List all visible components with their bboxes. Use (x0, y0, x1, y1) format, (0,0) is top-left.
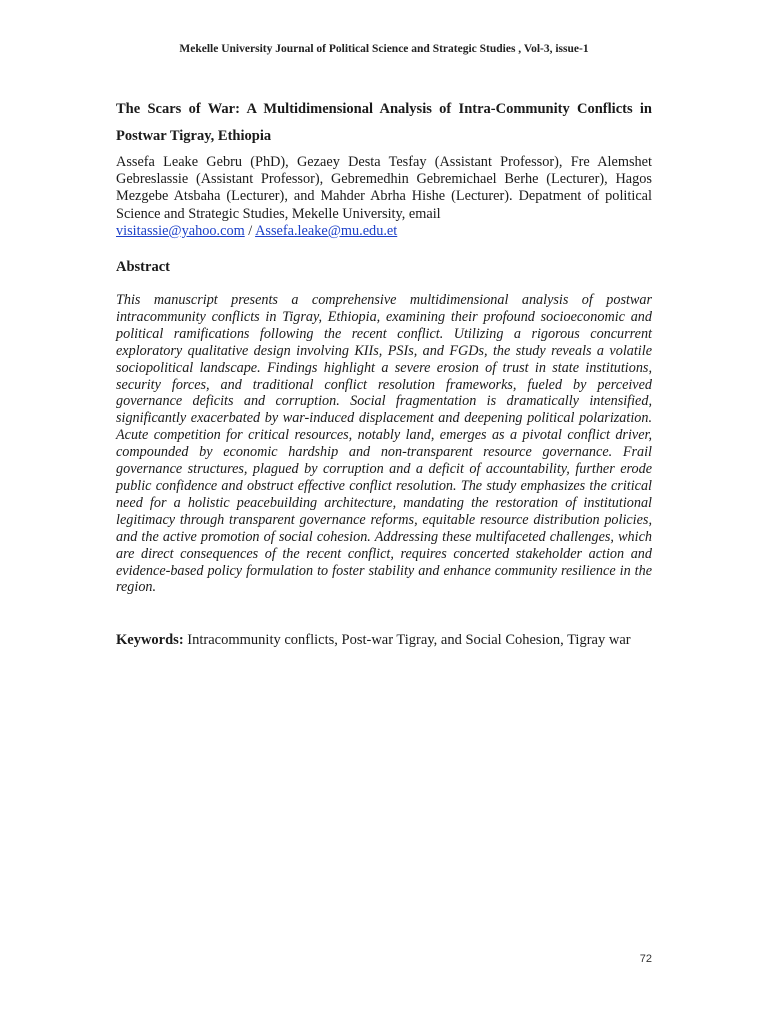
keywords-label: Keywords: (116, 632, 184, 648)
author-affiliation-text: Assefa Leake Gebru (PhD), Gezaey Desta Tesfay (Assistant Professor), Fre Alemshet Gebreslassie (Assistant Professor), Gebremedhin Gebremichael Berhe (Lecturer), Hagos Mezgebe Atsbaha (Lecturer), and Mahder Abrha Hishe (Lecturer). Depatment of political Science and Strategic Studies, Mekelle University, email (116, 154, 652, 222)
author-block (116, 154, 652, 240)
abstract-heading: Abstract (116, 259, 170, 275)
running-header: Mekelle University Journal of Political Science and Strategic Studies , Vol-3, issue-1 (179, 43, 589, 55)
email-separator: / (244, 222, 256, 239)
page-number: 72 (639, 953, 652, 965)
keywords-text: Intracommunity conflicts, Post-war Tigray, and Social Cohesion, Tigray war (183, 632, 631, 648)
paper-title: The Scars of War: A Multidimensional Analysis of Intra-Community Conflicts in Postwar Tigray, Ethiopia (116, 101, 652, 144)
abstract-body: This manuscript presents a comprehensive multidimensional analysis of postwar intracommunity conflicts in Tigray, Ethiopia, examining their profound socioeconomic and political ramifications following the recent conflict. Utilizing a rigorous concurrent exploratory qualitative design involving KIIs, PSIs, and FGDs, the study reveals a volatile sociopolitical landscape. Findings highlight a severe erosion of trust in state institutions, security forces, and traditional conflict resolution frameworks, fueled by perceived governance deficits and corruption. Social fragmentation is dramatically intensified, significantly exacerbated by war-induced displacement and deepening political polarization. Acute competition for critical resources, notably land, emerges as a pivotal conflict driver, compounded by economic hardship and non-transparent resource governance. Frail governance structures, plagued by corruption and a deficit of accountability, further erode public confidence and obstruct effective conflict resolution. The study emphasizes the critical need for a holistic peacebuilding architecture, mandating the restoration of institutional legitimacy through transparent governance reforms, equitable resource distribution policies, and the active promotion of social cohesion. Addressing these multifaceted challenges, which are direct consequences of the recent conflict, requires concerted stakeholder action and evidence-based policy formulation to foster stability and enhance community resilience in the region. (116, 292, 652, 596)
keywords-section (116, 627, 652, 654)
email-link-yahoo[interactable]: visitassie@yahoo.com (116, 222, 245, 239)
email-link-mu[interactable]: Assefa.leake@mu.edu.et (255, 222, 398, 239)
